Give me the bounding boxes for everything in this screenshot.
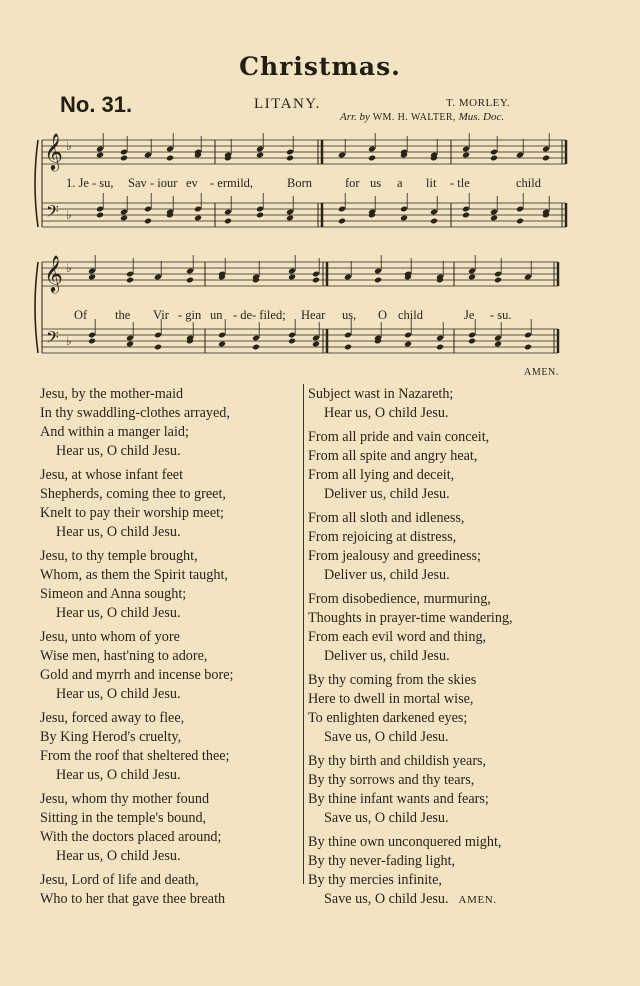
- verse-line: From rejoicing at distress,: [308, 529, 457, 545]
- lyric-syllable: child: [398, 308, 423, 322]
- verse-line: By thy birth and childish years,: [308, 753, 487, 769]
- verse-line: From jealousy and greediness;: [308, 548, 481, 564]
- refrain-line: [40, 685, 300, 704]
- refrain-text: Deliver us, child Jesu.: [324, 648, 450, 664]
- verse-line: Thoughts in prayer-time wandering,: [308, 610, 513, 626]
- verse-line: To enlighten darkened eyes;: [308, 710, 468, 726]
- stanza: [308, 590, 608, 666]
- arranger-name: WM. H. WALTER,: [372, 112, 456, 123]
- refrain-line: [308, 485, 608, 504]
- note-head: [494, 341, 502, 348]
- verse-line: Jesu, Lord of life and death,: [40, 872, 199, 888]
- note-head: [144, 218, 152, 225]
- note-head: [166, 155, 174, 162]
- refrain-line: [308, 566, 608, 585]
- verses-left-column: [40, 385, 300, 914]
- lyric-syllable: a: [397, 176, 403, 190]
- treble-clef-icon: 𝄞: [44, 132, 63, 170]
- refrain-line: [308, 647, 608, 666]
- lyric-syllable: us,: [342, 308, 357, 322]
- bass-clef-icon: 𝄢: [46, 201, 59, 225]
- stanza: [40, 790, 300, 866]
- refrain-text: Hear us, O child Jesu.: [56, 767, 181, 783]
- brace-icon: [35, 262, 38, 353]
- verse-line: By thine infant wants and fears;: [308, 791, 489, 807]
- stanza: [40, 709, 300, 785]
- note-head: [194, 215, 202, 222]
- note-head: [468, 274, 476, 281]
- verse-line: By King Herod's cruelty,: [40, 729, 182, 745]
- verse-line: Jesu, at whose infant feet: [40, 467, 184, 483]
- note-head: [154, 344, 162, 351]
- refrain-line: [308, 809, 608, 828]
- verse-line: Gold and myrrh and incense bore;: [40, 667, 234, 683]
- lyric-syllable: - su.: [490, 308, 512, 322]
- lyric-syllable: Sav: [128, 176, 147, 190]
- verse-line: From all pride and vain conceit,: [308, 429, 490, 445]
- note-head: [542, 155, 550, 162]
- note-head: [462, 152, 470, 159]
- flat-icon: ♭: [66, 208, 72, 222]
- lyric-syllable: - su,: [92, 176, 114, 190]
- lyric-syllable: Hear: [301, 308, 326, 322]
- lyric-syllable: 1. Je: [66, 176, 89, 190]
- lyric-syllable: Born: [287, 176, 312, 190]
- refrain-text: Hear us, O child Jesu.: [324, 405, 449, 421]
- arranger-suffix: Mus. Doc.: [458, 111, 505, 123]
- lyric-syllable: - er: [210, 176, 227, 190]
- stanza: [308, 385, 608, 423]
- lyric-syllable: us: [370, 176, 382, 190]
- note-head: [256, 212, 264, 219]
- note-head: [462, 212, 470, 219]
- lyric-syllable: child: [516, 176, 541, 190]
- refrain-line: [308, 890, 608, 910]
- verse-line: By thine own unconquered might,: [308, 834, 502, 850]
- flat-icon: ♭: [66, 139, 72, 153]
- refrain-line: [308, 728, 608, 747]
- verses-right-column: [308, 385, 608, 915]
- verse-line: And within a manger laid;: [40, 424, 189, 440]
- flat-icon: ♭: [66, 334, 72, 348]
- note-head: [120, 155, 128, 162]
- note-head: [312, 277, 320, 284]
- note-head: [218, 341, 226, 348]
- tune-name: LITANY.: [254, 96, 321, 112]
- brace-icon: [35, 140, 38, 227]
- refrain-line: [308, 404, 608, 423]
- refrain-text: Save us, O child Jesu.: [324, 810, 449, 826]
- verse-line: Subject wast in Nazareth;: [308, 386, 454, 402]
- verse-line: Here to dwell in mortal wise,: [308, 691, 474, 707]
- refrain-text: Hear us, O child Jesu.: [56, 605, 181, 621]
- verse-line: Sitting in the temple's bound,: [40, 810, 207, 826]
- refrain-line: [40, 442, 300, 461]
- note-head: [96, 212, 104, 219]
- refrain-text: Deliver us, child Jesu.: [324, 567, 450, 583]
- bass-clef-icon: 𝄢: [46, 327, 59, 351]
- refrain-line: [40, 604, 300, 623]
- verse-line: Jesu, to thy temple brought,: [40, 548, 198, 564]
- verse-line: With the doctors placed around;: [40, 829, 222, 845]
- lyric-syllable: lit: [426, 176, 437, 190]
- note-head: [374, 277, 382, 284]
- note-head: [368, 155, 376, 162]
- note-head: [256, 152, 264, 159]
- stanza: [308, 428, 608, 504]
- note-head: [312, 341, 320, 348]
- refrain-text: Hear us, O child Jesu.: [56, 848, 181, 864]
- note-head: [436, 344, 444, 351]
- note-head: [524, 344, 532, 351]
- stanza: [308, 752, 608, 828]
- stanza: [308, 671, 608, 747]
- verse-line: Jesu, by the mother-maid: [40, 386, 184, 402]
- section-heading: Christmas.: [239, 52, 401, 81]
- verse-line: In thy swaddling-clothes arrayed,: [40, 405, 230, 421]
- verse-line: Knelt to pay their worship meet;: [40, 505, 225, 521]
- verse-line: Wise men, hast'ning to adore,: [40, 648, 208, 664]
- note-head: [490, 155, 498, 162]
- verse-line: From the roof that sheltered thee;: [40, 748, 230, 764]
- lyric-syllable: mild,: [227, 176, 254, 190]
- verse-line: Jesu, unto whom of yore: [40, 629, 180, 645]
- stanza: [308, 509, 608, 585]
- verse-line: Jesu, forced away to flee,: [40, 710, 185, 726]
- refrain-line: [40, 523, 300, 542]
- stanza: [308, 833, 608, 910]
- stanza: [40, 628, 300, 704]
- verse-line: From all sloth and idleness,: [308, 510, 465, 526]
- verse-line: From all spite and angry heat,: [308, 448, 478, 464]
- lyric-syllable: the: [115, 308, 131, 322]
- column-divider: [303, 384, 304, 884]
- note-head: [286, 215, 294, 222]
- verse-line: Jesu, whom thy mother found: [40, 791, 210, 807]
- note-head: [338, 218, 346, 225]
- lyric-syllable: - de: [233, 308, 253, 322]
- note-head: [430, 218, 438, 225]
- note-head: [186, 277, 194, 284]
- note-head: [126, 341, 134, 348]
- note-head: [224, 218, 232, 225]
- refrain-line: [40, 766, 300, 785]
- lyric-syllable: - filed;: [252, 308, 286, 322]
- note-head: [286, 155, 294, 162]
- refrain-text: Save us, O child Jesu.: [324, 891, 449, 907]
- note-head: [288, 338, 296, 345]
- lyric-syllable: Je: [464, 308, 475, 322]
- note-head: [252, 344, 260, 351]
- note-head: [490, 215, 498, 222]
- refrain-line: [40, 847, 300, 866]
- lyric-syllable: - tle: [450, 176, 470, 190]
- lyric-syllable: Of: [74, 308, 88, 322]
- lyric-syllable: O: [378, 308, 388, 322]
- music-amen-label: AMEN.: [524, 367, 559, 378]
- verse-line: From each evil word and thing,: [308, 629, 487, 645]
- verse-line: By thy coming from the skies: [308, 672, 477, 688]
- refrain-text: Deliver us, child Jesu.: [324, 486, 450, 502]
- refrain-text: Hear us, O child Jesu.: [56, 524, 181, 540]
- lyric-syllable: - iour: [150, 176, 178, 190]
- note-head: [120, 215, 128, 222]
- flat-icon: ♭: [66, 261, 72, 275]
- verse-line: From disobedience, murmuring,: [308, 591, 491, 607]
- note-head: [88, 338, 96, 345]
- verse-line: By thy mercies infinite,: [308, 872, 442, 888]
- lyric-syllable: - gin: [178, 308, 202, 322]
- lyric-syllable: un: [210, 308, 223, 322]
- lyric-syllable: ev: [186, 176, 198, 190]
- note-head: [494, 277, 502, 284]
- note-head: [400, 215, 408, 222]
- treble-clef-icon: 𝄞: [44, 254, 63, 292]
- arranger-prefix: Arr. by: [340, 111, 370, 123]
- note-head: [126, 277, 134, 284]
- refrain-text: Hear us, O child Jesu.: [56, 443, 181, 459]
- stanza: [40, 871, 300, 909]
- verse-line: By thy never-fading light,: [308, 853, 456, 869]
- music-score: [0, 0, 640, 386]
- note-head: [344, 344, 352, 351]
- note-head: [88, 274, 96, 281]
- refrain-text: Hear us, O child Jesu.: [56, 686, 181, 702]
- stanza: [40, 385, 300, 461]
- lyric-syllable: Vir: [153, 308, 169, 322]
- stanza: [40, 547, 300, 623]
- verse-line: From all lying and deceit,: [308, 467, 455, 483]
- note-head: [288, 274, 296, 281]
- note-head: [468, 338, 476, 345]
- verse-line: Whom, as them the Spirit taught,: [40, 567, 228, 583]
- note-head: [516, 218, 524, 225]
- refrain-text: Save us, O child Jesu.: [324, 729, 449, 745]
- note-head: [404, 341, 412, 348]
- verse-line: Who to her that gave thee breath: [40, 891, 226, 907]
- composer-credit: T. MORLEY.: [446, 97, 511, 109]
- stanza: [40, 466, 300, 542]
- amen-label: AMEN.: [458, 894, 497, 906]
- lyric-syllable: for: [345, 176, 360, 190]
- hymn-number: No. 31.: [60, 92, 133, 117]
- verse-line: By thy sorrows and thy tears,: [308, 772, 475, 788]
- verse-line: Simeon and Anna sought;: [40, 586, 187, 602]
- note-head: [96, 152, 104, 159]
- verse-line: Shepherds, coming thee to greet,: [40, 486, 226, 502]
